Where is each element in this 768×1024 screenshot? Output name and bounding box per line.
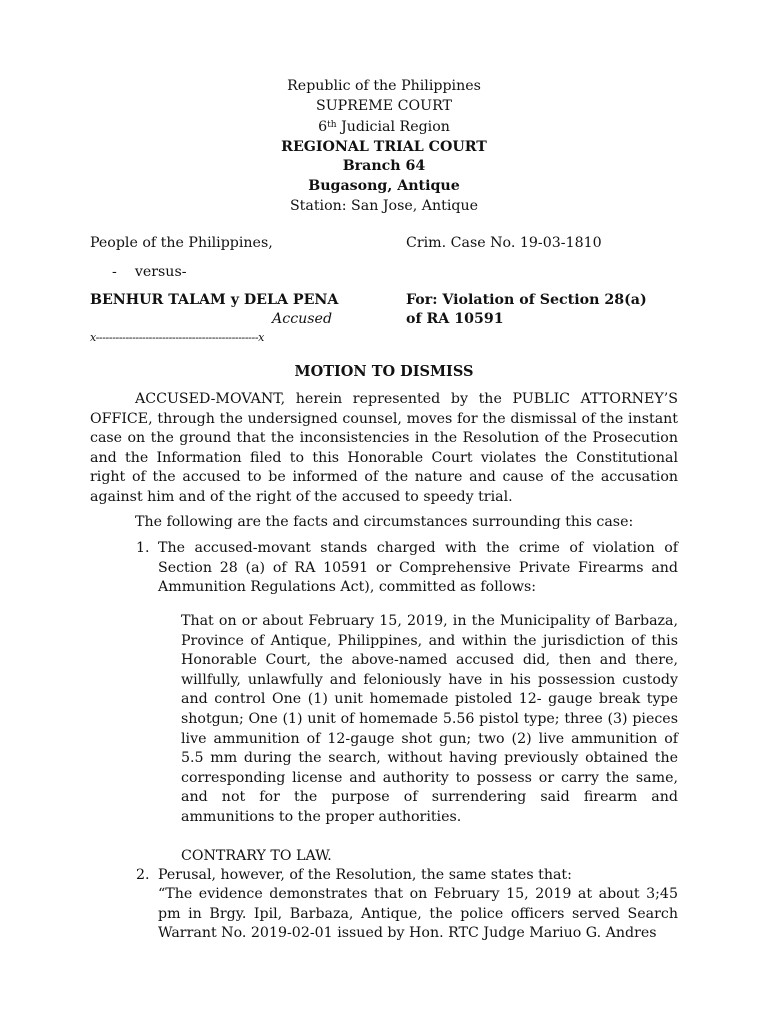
charge-line-2: of RA 10591	[406, 311, 504, 327]
versus: - versus-	[112, 264, 187, 280]
region-label: Judicial Region	[336, 119, 450, 136]
accused-name: BENHUR TALAM y DELA PENA	[90, 292, 339, 308]
court-header	[0, 77, 768, 216]
region-ordinal-suffix: th	[327, 120, 337, 131]
header-station: Station: San Jose, Antique	[289, 197, 479, 214]
contrary-to-law: CONTRARY TO LAW.	[181, 848, 332, 864]
caption-divider: x-------------------------------------------------x	[90, 331, 264, 344]
header-location: Bugasong, Antique	[308, 177, 460, 194]
intro-paragraph: ACCUSED-MOVANT, herein represented by the PUBLIC ATTORNEY’S OFFICE, through the undersigned counsel, moves for the dismissal of the instant case on the ground that the inconsistencies in the Resolution of the Prosecution and the Information filed to this Honorable Court violates the Constitutional right of the accused to be informed of the nature and cause of the accusation against him and of the right of the accused to speedy trial.	[90, 391, 678, 505]
case-number: Crim. Case No. 19-03-1810	[406, 235, 602, 251]
header-supreme-court: SUPREME COURT	[316, 97, 452, 114]
header-rtc: REGIONAL TRIAL COURT	[281, 138, 487, 155]
header-judicial-region	[0, 116, 768, 138]
item-2-line: Perusal, however, of the Resolution, the same states that:	[158, 867, 572, 883]
item-1-number: 1.	[136, 540, 150, 556]
resolution-quote: “The evidence demonstrates that on February 15, 2019 at about 3;45 pm in Brgy. Ipil, Barbaza, Antique, the police officers served Search Warrant No. 2019-02-01 issued by Hon. RTC Judge Mariuo G. Andres	[158, 886, 678, 942]
accused-label: Accused	[272, 311, 333, 327]
header-republic: Republic of the Philippines	[287, 78, 481, 94]
charge-line-1: For: Violation of Section 28(a)	[406, 292, 647, 308]
header-branch: Branch 64	[342, 158, 426, 175]
item-2-number: 2.	[136, 867, 150, 883]
facts-intro: The following are the facts and circumstances surrounding this case:	[135, 514, 634, 530]
item-1-text: The accused-movant stands charged with the crime of violation of Section 28 (a) of RA 10591 or Comprehensive Private Firearms and Ammunition Regulations Act), committed as follows:	[158, 540, 678, 596]
document-title: MOTION TO DISMISS	[294, 363, 474, 380]
information-quote: That on or about February 15, 2019, in the Municipality of Barbaza, Province of Antique, Philippines, and within the jurisdiction of this Honorable Court, the above-named accused did, then and there, willfully, unlawfully and feloniously have in his possession custody and control One (1) unit homemade pistoled 12- gauge break type shotgun; One (1) unit of homemade 5.56 pistol type; three (3) pieces live ammunition of 12-gauge shot gun; two (2) live ammunition of 5.5 mm during the search, without having previously obtained the corresponding license and authority to possess or carry the same, and not for the purpose of surrendering said firearm and ammunitions to the proper authorities.	[181, 613, 678, 825]
plaintiff: People of the Philippines,	[90, 235, 273, 251]
region-number: 6	[318, 119, 328, 136]
